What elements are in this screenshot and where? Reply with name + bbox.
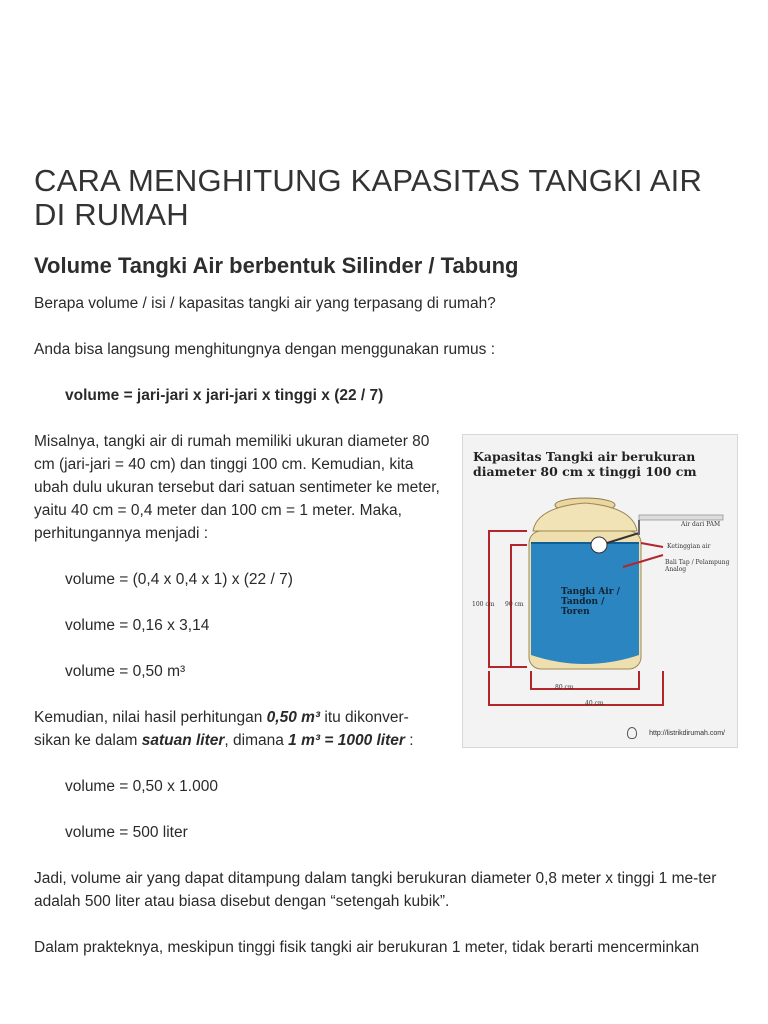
- formula-main: [34, 384, 736, 407]
- tank-illustration: [462, 434, 738, 748]
- width-arrows: [489, 671, 663, 705]
- figure-title-line-1: Kapasitas Tangki air berukuran: [473, 449, 696, 464]
- figure-title: [473, 449, 697, 479]
- calc-step-3: volume = 0,50 m³: [65, 663, 186, 680]
- conversion-value: 0,50 m³: [266, 709, 321, 726]
- calc-step-2: volume = 0,16 x 3,14: [65, 617, 210, 634]
- figure-url: http://listrikdirumah.com/: [649, 730, 725, 737]
- calc-step-4: volume = 0,50 x 1.000: [65, 778, 218, 795]
- conversion-text-a: Kemudian, nilai hasil perhitungan: [34, 709, 267, 726]
- article: [34, 164, 736, 959]
- paragraph-question: Berapa volume / isi / kapasitas tangki air yang terpasang di rumah?: [34, 295, 496, 312]
- conversion-text-e: , dimana: [224, 732, 289, 749]
- paragraph-example: Misalnya, tangki air di rumah memiliki ukuran diameter 80 cm (jari-jari = 40 cm) dan tinggi 100 cm. Kemudian, kita ubah dulu ukuran tersebut dari satuan sentimeter ke meter, yaitu 40 cm = 0,4 meter dan 100 cm = 1 meter. Maka, perhitungannya menjadi :: [34, 433, 440, 542]
- label-inlet: Air dari PAM: [681, 521, 721, 528]
- tank-top: [533, 503, 637, 531]
- label-height-100: 100 cm: [472, 601, 495, 608]
- label-height-90: 90 cm: [505, 601, 524, 608]
- label-tank: Tangki Air / Tandon / Toren: [561, 587, 620, 617]
- inlet-pipe: [639, 515, 723, 520]
- float-ball: [591, 537, 607, 553]
- conversion-rule: 1 m³ = 1000 liter: [288, 732, 405, 749]
- label-float: Bali Tap / Pelampung Analog: [665, 559, 730, 573]
- example-block: [34, 430, 736, 752]
- paragraph-intro: Anda bisa langsung menghitungnya dengan menggunakan rumus :: [34, 341, 496, 358]
- formula-main-text: volume = jari-jari x jari-jari x tinggi x (22 / 7): [65, 387, 384, 404]
- paragraph-practice: Dalam prakteknya, meskipun tinggi fisik tangki air berukuran 1 meter, tidak berarti mencerminkan: [34, 939, 700, 956]
- section-heading: Volume Tangki Air berbentuk Silinder / Tabung: [34, 253, 519, 278]
- label-water-level: Ketinggian air: [667, 543, 711, 550]
- label-diameter-80: 80 cm: [555, 684, 574, 691]
- lightbulb-icon: [627, 727, 637, 739]
- conversion-text-g: :: [404, 732, 414, 749]
- figure-title-line-2: diameter 80 cm x tinggi 100 cm: [473, 464, 697, 479]
- paragraph-conversion: [34, 706, 442, 752]
- label-diameter-40: 40 cm: [585, 700, 604, 707]
- paragraph-result: Jadi, volume air yang dapat ditampung dalam tangki berukuran diameter 0,8 meter x tinggi 1 me-ter adalah 500 liter atau biasa disebut dengan “setengah kubik”.: [34, 870, 717, 910]
- example-text: [34, 430, 442, 752]
- conversion-text-c: itu dikonver-sikan ke dalam: [34, 709, 409, 749]
- conversion-unit: satuan liter: [141, 732, 225, 749]
- calc-step-1: volume = (0,4 x 0,4 x 1) x (22 / 7): [65, 571, 293, 588]
- article-title: CARA MENGHITUNG KAPASITAS TANGKI AIR DI RUMAH: [34, 163, 703, 232]
- calc-step-5: volume = 500 liter: [65, 824, 188, 841]
